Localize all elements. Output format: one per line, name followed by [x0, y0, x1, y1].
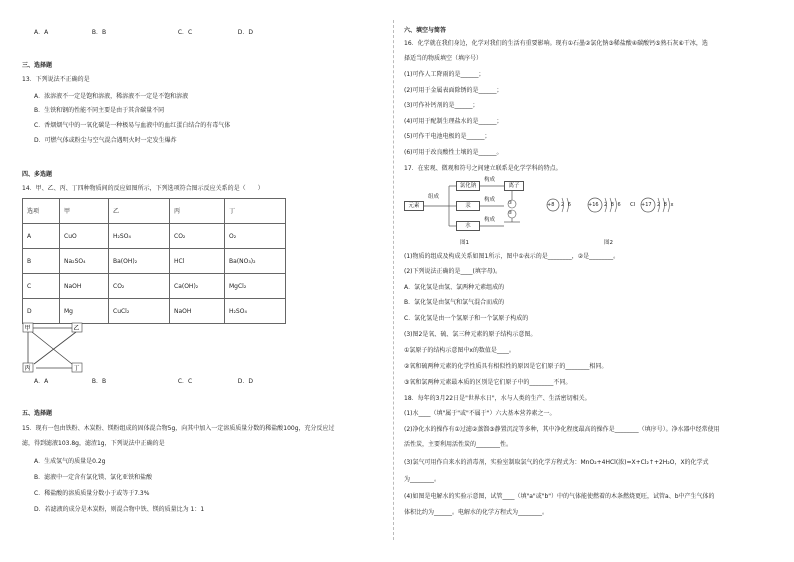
q17-line-3: (3)图2是氧、硫、氯三种元素的原子结构示意图。 [404, 331, 537, 338]
table-cell: CuO [60, 224, 109, 249]
sulfur-shells: 2 8 6 [604, 202, 622, 208]
fig1-circle-2: ② [508, 210, 513, 216]
table-header-cell: 丙 [170, 199, 225, 224]
q13-option-b[interactable]: B．生铁和钢的性能不同主要是由于其含碳量不同 [34, 107, 165, 114]
chlorine-shells: 2 8 x [657, 202, 675, 208]
q12-option-d[interactable]: D．D [237, 29, 254, 36]
q18-line-1[interactable]: (1)水____（填"属于"或"不属于"）六大基本营养素之一。 [404, 410, 556, 417]
q18-line-3b[interactable]: 为________。 [404, 476, 441, 483]
q14-option-a[interactable]: A．A [34, 378, 49, 385]
q15-option-d[interactable]: D．若滤液的成分是木炭粉，则混合物中铁、镁的质量比为 1：1 [34, 506, 205, 513]
table-cell: Ba(OH)₂ [109, 249, 170, 274]
section4-title: 四、多选题 [22, 171, 53, 178]
q14-options [34, 378, 253, 385]
table-row [23, 274, 286, 299]
table-row [23, 224, 286, 249]
fig2-caption: 图2 [604, 240, 613, 246]
table-header-cell: 乙 [109, 199, 170, 224]
q17-stem: 17．在宏观、微观和符号之间建立联系是化学学科的特点。 [404, 165, 562, 172]
table-cell: Ba(NO₃)₂ [225, 249, 286, 274]
table-cell: MgCl₂ [225, 274, 286, 299]
fig1-hg-box: 汞 [456, 201, 480, 211]
table-cell: NaOH [60, 274, 109, 299]
q14-option-b[interactable]: B．B [91, 378, 107, 385]
table-cell: CO₂ [170, 224, 225, 249]
fig1-goucheng-label-3: 构成 [484, 217, 496, 223]
q16-item-3[interactable]: (3)可作补钙剂的是______； [404, 102, 479, 109]
q18-line-4[interactable]: (4)如图是电解水的实验示意图，试管____（填"a"或"b"）中的气体能使燃着的木条燃烧更旺，试管a、b中产生气体的 [404, 493, 715, 500]
fig1-water-box: 水 [456, 221, 480, 231]
q16-item-6[interactable]: (6)可用于改良酸性土壤的是______。 [404, 149, 503, 156]
q14-option-d[interactable]: D．D [237, 378, 254, 385]
section3-title: 三、选择题 [22, 62, 53, 69]
diagram-label-bing: 丙 [24, 365, 31, 372]
diagram-label-yi: 乙 [73, 325, 80, 332]
table-cell: Ca(OH)₂ [170, 274, 225, 299]
q17-line-2[interactable]: (2)下列说法正确的是____(填字母)。 [404, 268, 502, 275]
q17-line-3a[interactable]: ①氯原子的结构示意图中x的数值是____。 [404, 347, 515, 354]
section5-title: 五、选择题 [22, 410, 53, 417]
fig1-caption: 图1 [460, 240, 469, 246]
table-cell: CuCl₂ [109, 299, 170, 324]
q18-line-3[interactable]: (3)氯气可用作自来水的消毒剂，实验室制取氯气的化学方程式为：MnO₂+4HCl(浓)=X+Cl₂↑+2H₂O，X的化学式 [404, 459, 709, 466]
q12-option-c[interactable]: C．C [177, 29, 193, 36]
q17-line-1[interactable]: (1)物质的组成及构成关系如图1所示，图中①表示的是________，②是________。 [404, 253, 620, 260]
q17-line-3b[interactable]: ②氧和硫两种元素的化学性质具有相似性的原因是它们原子的________相同。 [404, 363, 608, 370]
q17-figure2 [544, 194, 684, 250]
section6-title: 六、填空与简答 [404, 27, 447, 34]
q12-options [34, 29, 253, 36]
chlorine-nucleus: +17 [641, 202, 652, 208]
q18-line-2[interactable]: (2)净化水的操作有①过滤②蒸馏③静置沉淀等多种，其中净化程度最高的操作是________（填序号）。净水器中经常使用 [404, 426, 720, 433]
q17-line-3c[interactable]: ③氧和氯两种元素最本质的区别是它们原子中的________不同。 [404, 379, 572, 386]
fig1-goucheng-label-2: 构成 [484, 197, 496, 203]
q16-stem-line2: 择适当的物质填空（填序号） [404, 55, 483, 62]
q15-option-a[interactable]: A．生成氢气的质量是0.2g [34, 458, 106, 465]
table-cell: H₂SO₄ [225, 299, 286, 324]
table-cell: Na₂SO₄ [60, 249, 109, 274]
oxygen-shells: 2 6 [561, 202, 572, 208]
table-row [23, 249, 286, 274]
q13-option-d[interactable]: D．可燃气体或粉尘与空气混合遇明火时一定发生爆炸 [34, 137, 177, 144]
table-cell: H₂SO₄ [109, 224, 170, 249]
q13-option-c[interactable]: C．香烟烟气中的一氧化碳是一种极易与血液中的血红蛋白结合的有毒气体 [34, 122, 231, 129]
oxygen-nucleus: +8 [547, 202, 555, 208]
q16-item-2[interactable]: (2)可用于金属表面除锈的是______； [404, 87, 503, 94]
table-cell: NaOH [170, 299, 225, 324]
q18-stem: 18．每年的3月22日是"世界水日"，水与人类的生产、生活密切相关。 [404, 395, 591, 402]
table-cell: Mg [60, 299, 109, 324]
q17-option-c[interactable]: C．氯化氢是由一个氢原子和一个氯原子构成的 [404, 315, 529, 322]
fig1-goucheng-label-1: 构成 [484, 177, 496, 183]
fig1-nacl-box: 氯化钠 [456, 181, 480, 191]
q15-stem-line2: 滤，得到滤液103.8g，滤渣1g，下列说法中正确的是 [22, 440, 165, 447]
table-header-cell: 丁 [225, 199, 286, 224]
table-header-row [23, 199, 286, 224]
fig1-element-box: 元素 [404, 201, 424, 211]
fig1-circle-1: ① [508, 200, 513, 206]
table-cell: C [23, 274, 60, 299]
table-header-cell: 选项 [23, 199, 60, 224]
q14-reaction-diagram [22, 322, 86, 374]
table-cell: A [23, 224, 60, 249]
q15-stem-line1: 15．现有一包由铁粉、木炭粉、镁粉组成的固体混合物5g，向其中加入一定溶质质量分数的稀盐酸100g，充分反应过 [22, 425, 335, 432]
q14-stem: 14．甲、乙、丙、丁四种物质间的反应如图所示，下列选项符合图示反应关系的是（ ） [22, 185, 264, 192]
q17-option-b[interactable]: B．氯化氢是由氢气和氯气混合而成的 [404, 299, 505, 306]
q14-table [22, 198, 286, 324]
q18-line-2b[interactable]: 活性炭，主要利用活性炭的________性。 [404, 441, 513, 448]
fig1-ion-box: 离子 [504, 181, 524, 191]
table-header-cell: 甲 [60, 199, 109, 224]
column-divider [393, 20, 394, 540]
q13-option-a[interactable]: A．浓溶液不一定是饱和溶液，稀溶液不一定是不饱和溶液 [34, 93, 189, 100]
q17-figure1 [404, 176, 534, 250]
sulfur-nucleus: +16 [588, 202, 599, 208]
q15-option-c[interactable]: C．稀盐酸的溶质质量分数小于或等于7.3% [34, 490, 150, 497]
table-row [23, 299, 286, 324]
table-cell: HCl [170, 249, 225, 274]
q16-item-5[interactable]: (5)可作干电池电极的是______； [404, 133, 491, 140]
table-cell: CO₂ [109, 274, 170, 299]
q18-line-4b[interactable]: 体积比约为______。电解水的化学方程式为________。 [404, 509, 549, 516]
table-cell: D [23, 299, 60, 324]
q16-item-1[interactable]: (1)可作人工降雨的是______； [404, 71, 485, 78]
q14-option-c[interactable]: C．C [177, 378, 193, 385]
q17-option-a[interactable]: A．氯化氢是由氢、氯两种元素组成的 [404, 284, 505, 291]
chlorine-label: Cl [630, 202, 636, 208]
table-cell: B [23, 249, 60, 274]
diagram-label-jia: 甲 [24, 325, 31, 332]
table-cell: O₂ [225, 224, 286, 249]
q13-stem: 13．下列说法不正确的是 [22, 76, 90, 83]
q16-item-4[interactable]: (4)可用于配制生理盐水的是______； [404, 118, 503, 125]
q15-option-b[interactable]: B．滤液中一定含有氯化镁、氯化亚铁和盐酸 [34, 474, 153, 481]
q12-option-a[interactable]: A．A [34, 29, 49, 36]
diagram-label-ding: 丁 [73, 365, 80, 372]
fig1-zucheng-label: 组成 [428, 194, 440, 200]
q16-stem-line1: 16．化学就在我们身边，化学对我们的生活有重要影响。现有①石墨②氯化钠③稀盐酸④碳酸钙⑤熟石灰⑥干冰，选 [404, 40, 708, 47]
q12-option-b[interactable]: B．B [91, 29, 107, 36]
